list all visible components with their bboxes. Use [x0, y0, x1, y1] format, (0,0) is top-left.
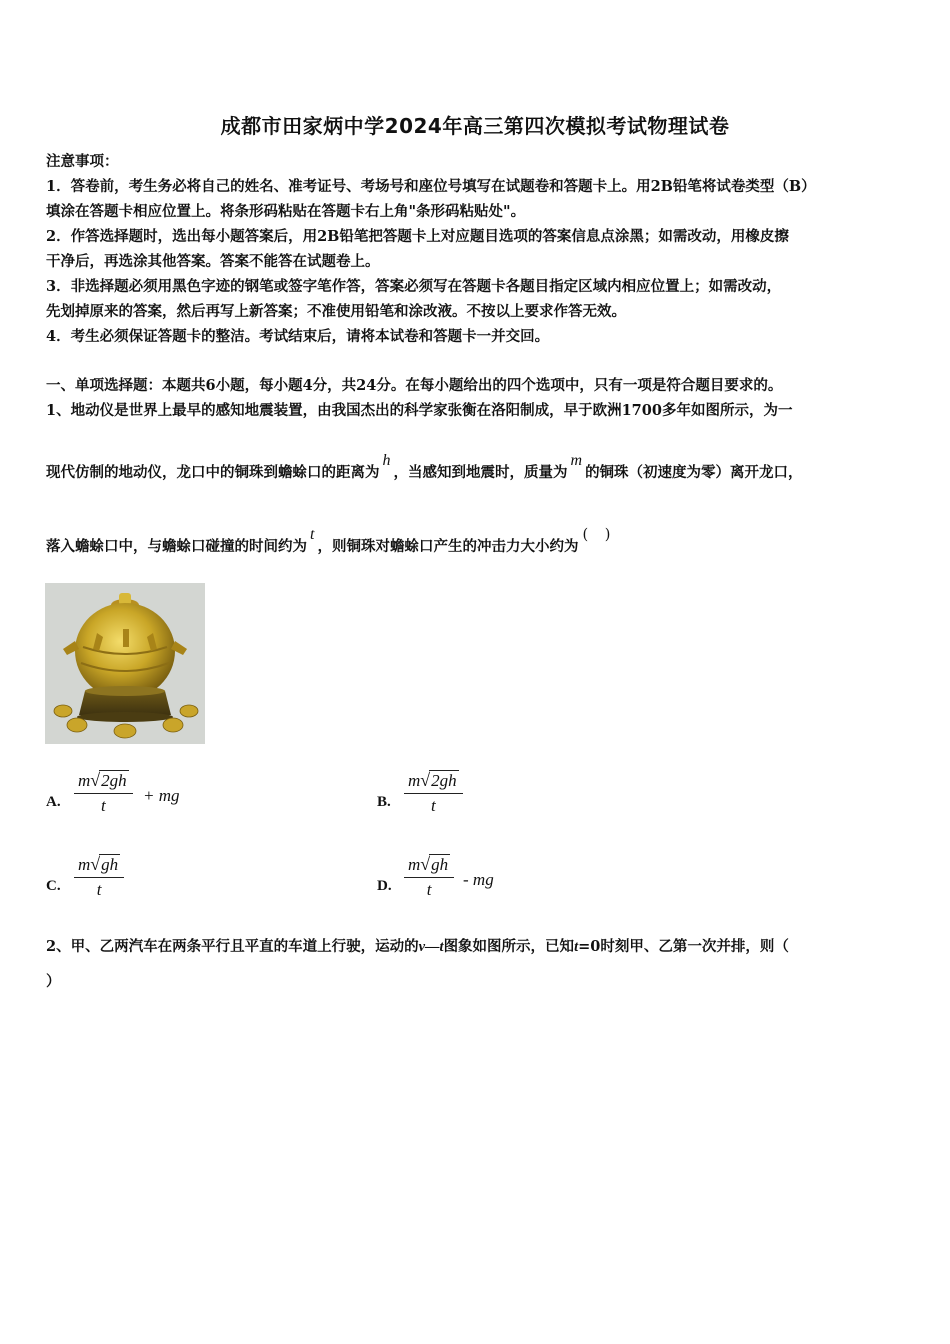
- radicand: gh: [101, 855, 119, 874]
- option-d-fraction: [404, 854, 454, 900]
- variable-t0: t: [574, 939, 579, 955]
- denominator: t: [430, 796, 436, 815]
- numerator-m: m: [408, 771, 421, 790]
- q1-text-segment: ，当感知到地震时，质量为: [393, 464, 568, 481]
- seismograph-photo: [45, 583, 205, 744]
- radicand: 2gh: [101, 771, 127, 790]
- radicand: gh: [431, 855, 449, 874]
- numerator-m: m: [78, 771, 91, 790]
- notice-item-4: 4．考生必须保证答题卡的整洁。考试结束后，请将本试卷和答题卡一并交回。: [46, 328, 550, 345]
- section-heading: 一、单项选择题：本题共6小题，每小题4分，共24分。在每小题给出的四个选项中，只有一项是符合题目要求的。: [46, 377, 783, 394]
- notice-item-3-line-1: 3．非选择题必须用黑色字迹的钢笔或签字笔作答，答案必须写在答题卡各题目指定区域内相应位置上；如需改动，: [46, 278, 782, 295]
- option-c-letter[interactable]: C.: [46, 878, 61, 894]
- option-d-letter[interactable]: D.: [377, 878, 392, 894]
- radicand: 2gh: [431, 771, 457, 790]
- page-title: 成都市田家炳中学2024年高三第四次模拟考试物理试卷: [220, 114, 730, 138]
- variable-h: h: [382, 452, 391, 469]
- denominator: t: [100, 796, 106, 815]
- option-c-fraction: [74, 854, 124, 900]
- q2-text-segment: 图象如图所示，已知: [443, 938, 575, 955]
- sqrt-sign: √: [420, 770, 431, 790]
- notice-item-2-line-1: 2．作答选择题时，选出每小题答案后，用2B铅笔把答题卡上对应题目选项的答案信息点涂黑；如需改动，用橡皮擦: [46, 228, 789, 245]
- option-b-letter[interactable]: B.: [377, 794, 391, 810]
- question-1-line-1: 1、地动仪是世界上最早的感知地震装置，由我国杰出的科学家张衡在洛阳制成，早于欧洲1700多年如图所示，为一: [46, 402, 793, 419]
- denominator: t: [426, 880, 432, 899]
- variable-vt: v—t: [418, 939, 444, 955]
- option-a-letter[interactable]: A.: [46, 794, 61, 810]
- q2-text-segment: =0时刻甲、乙第一次并排，则（: [578, 938, 789, 955]
- notice-item-2-line-2: 干净后，再选涂其他答案。答案不能答在试题卷上。: [46, 253, 380, 270]
- variable-t: t: [310, 526, 315, 543]
- option-d-tail: - mg: [463, 870, 494, 889]
- notice-heading: 注意事项：: [46, 153, 119, 170]
- question-1-line-2: [46, 452, 803, 483]
- question-2-line-2: ）: [46, 973, 61, 990]
- numerator-m: m: [78, 855, 91, 874]
- option-b-fraction: [404, 770, 463, 816]
- sqrt-sign: √: [420, 854, 431, 874]
- notice-item-1-line-2: 填涂在答题卡相应位置上。将条形码粘贴在答题卡右上角"条形码粘贴处"。: [46, 203, 526, 220]
- sqrt-sign: √: [90, 854, 101, 874]
- option-a-tail: + mg: [143, 786, 180, 805]
- option-a-fraction: [74, 770, 133, 816]
- q1-text-segment: 现代仿制的地动仪，龙口中的铜珠到蟾蜍口的距离为: [46, 464, 380, 481]
- q1-text-segment: 落入蟾蜍口中，与蟾蜍口碰撞的时间约为: [46, 538, 307, 555]
- notice-item-3-line-2: 先划掉原来的答案，然后再写上新答案；不准使用铅笔和涂改液。不按以上要求作答无效。: [46, 303, 626, 320]
- variable-m: m: [570, 452, 583, 469]
- sqrt-sign: √: [90, 770, 101, 790]
- seismograph-illustration: [45, 583, 205, 744]
- denominator: t: [96, 880, 102, 899]
- question-1-line-3: [46, 526, 617, 557]
- numerator-m: m: [408, 855, 421, 874]
- answer-parentheses: ( ): [582, 527, 617, 543]
- q1-text-segment: 的铜珠（初速度为零）离开龙口，: [585, 464, 803, 481]
- q2-text-segment: 2、甲、乙两汽车在两条平行且平直的车道上行驶，运动的: [46, 938, 419, 955]
- question-2-line-1: [46, 937, 789, 957]
- q1-text-segment: ，则铜珠对蟾蜍口产生的冲击力大小约为: [317, 538, 579, 555]
- notice-item-1-line-1: 1．答卷前，考生务必将自己的姓名、准考证号、考场号和座位号填写在试题卷和答题卡上。用2B铅笔将试卷类型（B）: [46, 178, 816, 195]
